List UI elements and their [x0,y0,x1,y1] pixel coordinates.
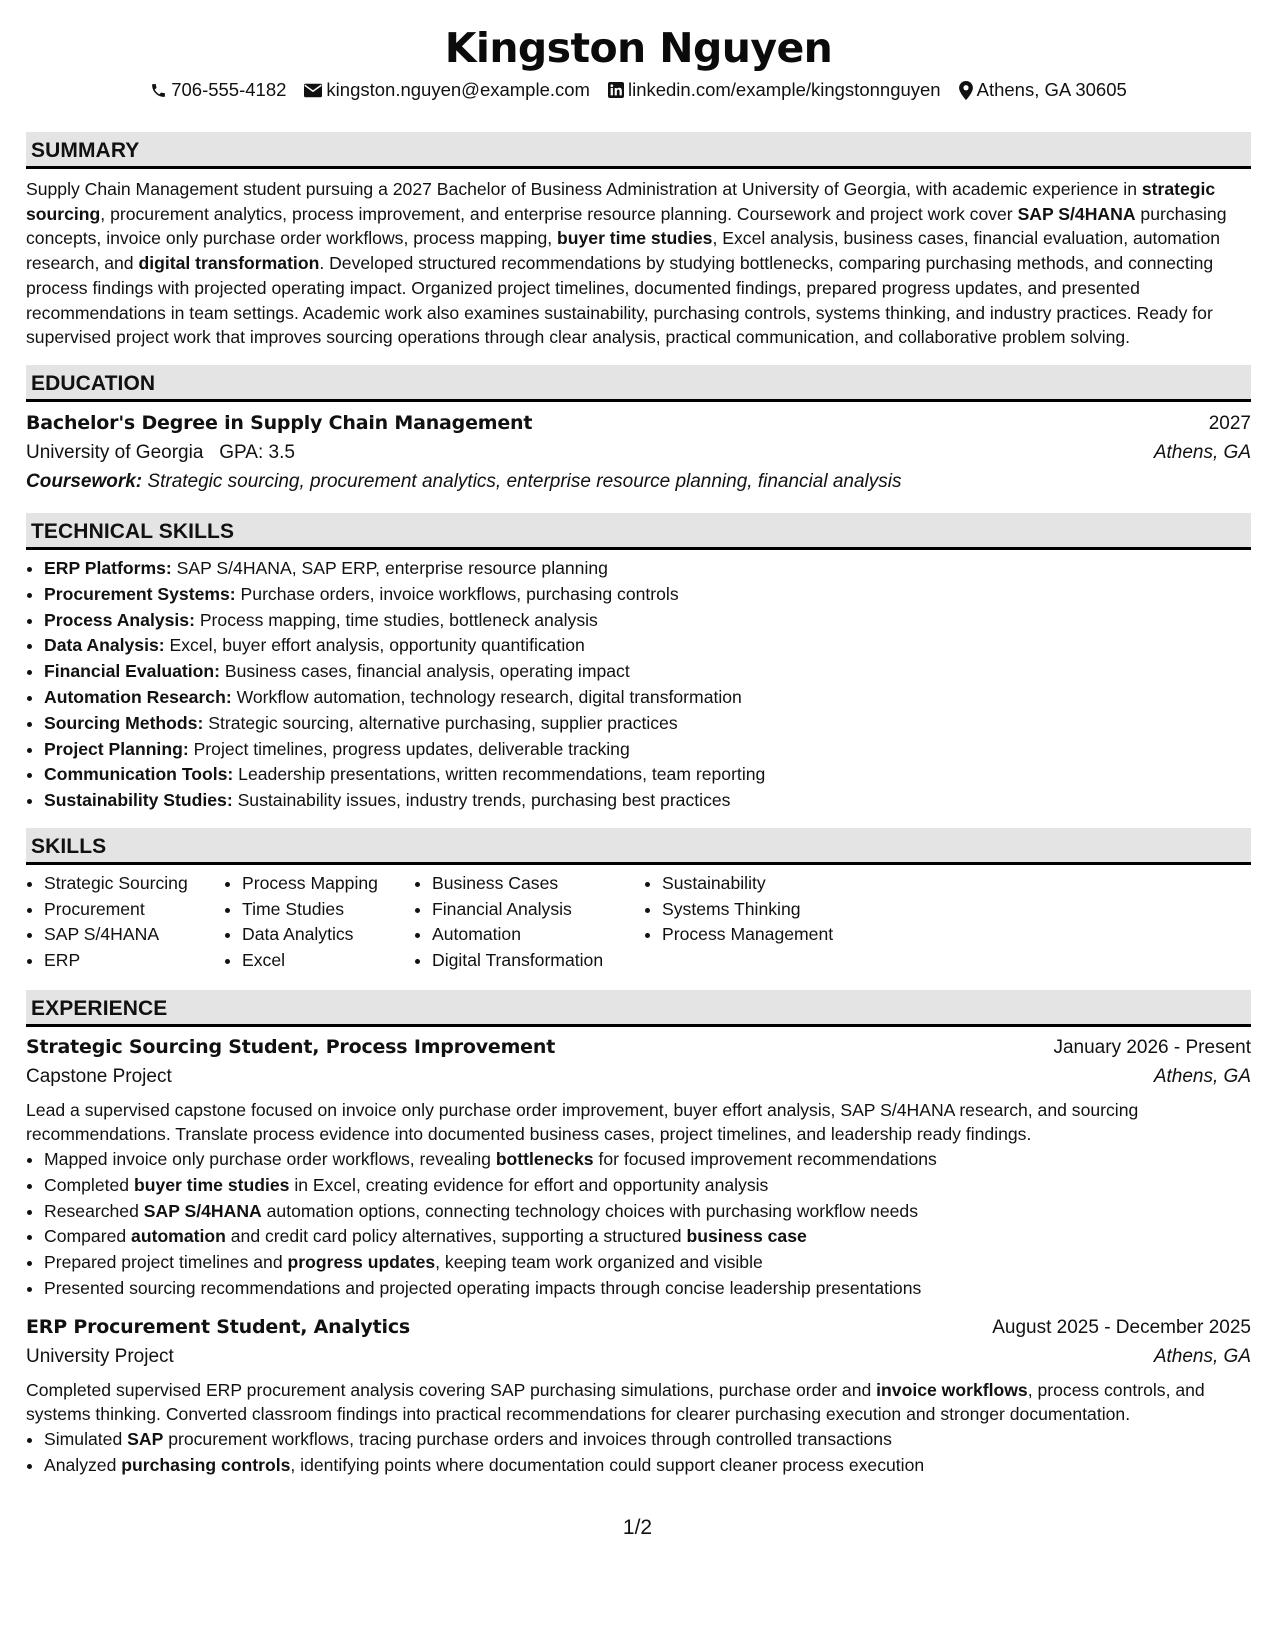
job-bullets [26,1147,1251,1302]
list-item: • Excel [242,948,414,974]
list-item: • Compared automation and credit card policy alternatives, supporting a structured business case [44,1224,1251,1250]
skills-column-2 [224,871,414,974]
linkedin-text: linkedin.com/example/kingstonnguyen [627,79,941,100]
phone-icon [150,82,167,99]
coursework: Coursework: Strategic sourcing, procurement analytics, enterprise resource planning, financial analysis [26,470,902,492]
education-entry [26,409,1251,497]
job-location: Athens, GA [1153,1345,1251,1367]
email-text: kingston.nguyen@example.com [326,79,590,100]
degree-title: Bachelor's Degree in Supply Chain Management [26,411,533,434]
list-item: • Procurement Systems: Purchase orders, invoice workflows, purchasing controls [44,582,1251,608]
list-item: • Data Analysis: Excel, buyer effort analysis, opportunity quantification [44,633,1251,659]
list-item: • Procurement [44,897,224,923]
list-item: • Strategic Sourcing [44,871,224,897]
list-item: • SAP S/4HANA [44,922,224,948]
resume-page [26,22,1251,1478]
list-item: • Time Studies [242,897,414,923]
list-item: • Data Analytics [242,922,414,948]
list-item: • Completed buyer time studies in Excel, creating evidence for effort and opportunity analysis [44,1173,1251,1199]
skills-column-1 [26,871,224,974]
skills-grid [26,871,1251,974]
experience-entry-1 [26,1033,1251,1302]
job-dates: August 2025 - December 2025 [992,1316,1251,1338]
phone-text: 706-555-4182 [171,79,287,100]
location-text: Athens, GA 30605 [976,79,1127,100]
list-item: • Sustainability [662,871,882,897]
list-item: • Automation Research: Workflow automation, technology research, digital transformation [44,685,1251,711]
contact-linkedin[interactable] [608,78,941,102]
gpa: GPA: 3.5 [219,441,295,463]
list-item: • ERP Platforms: SAP S/4HANA, SAP ERP, enterprise resource planning [44,556,1251,582]
list-item: • Business Cases [432,871,644,897]
job-title: ERP Procurement Student, Analytics [26,1315,410,1338]
list-item: • Process Analysis: Process mapping, time studies, bottleneck analysis [44,608,1251,634]
list-item: • ERP [44,948,224,974]
graduation-year: 2027 [1208,412,1251,434]
contact-bar [26,78,1251,102]
job-organization: University Project [26,1345,174,1367]
contact-location [959,78,1127,102]
list-item: • Systems Thinking [662,897,882,923]
experience-entry-2 [26,1313,1251,1479]
list-item: • Communication Tools: Leadership presentations, written recommendations, team reporting [44,762,1251,788]
job-description: Completed supervised ERP procurement analysis covering SAP purchasing simulations, purchase order and invoice workflows, process controls, and systems thinking. Converted classroom findings into practical recommendations for clearer purchasing execution and stronger documentation. [26,1379,1205,1424]
school-name: University of Georgia GPA: 3.5 [26,441,295,463]
summary-text: Supply Chain Management student pursuing a 2027 Bachelor of Business Administration at University of Georgia, with academic experience in strategic sourcing, procurement analytics, process improvement, and enterprise resource planning. Coursework and project work cover SAP S/4HANA purchasing concepts, invoice only purchase order workflows, process mapping, buyer time studies, Excel analysis, business cases, financial evaluation, automation research, and digital transformation. Developed structured recommendations by studying bottlenecks, comparing purchasing methods, and connecting process findings with projected operating impact. Organized project timelines, documented findings, prepared progress updates, and presented recommendations in team settings. Academic work also examines sustainability, purchasing controls, systems thinking, and industry practices. Ready for supervised project work that improves sourcing operations through clear analysis, practical communication, and collaborative problem solving. [26,179,1227,348]
skills-heading: SKILLS [26,828,1251,865]
list-item: • Sourcing Methods: Strategic sourcing, alternative purchasing, supplier practices [44,711,1251,737]
skills-column-4 [644,871,882,974]
experience-heading: EXPERIENCE [26,990,1251,1027]
skills-column-3 [414,871,644,974]
map-pin-icon [959,81,973,100]
list-item: • Analyzed purchasing controls, identifying points where documentation could support cleaner process execution [44,1453,1251,1479]
list-item: • Financial Analysis [432,897,644,923]
job-bullets [26,1427,1251,1479]
list-item: • Project Planning: Project timelines, progress updates, deliverable tracking [44,737,1251,763]
envelope-icon [304,83,322,98]
list-item: • Researched SAP S/4HANA automation options, connecting technology choices with purchasing workflow needs [44,1199,1251,1225]
contact-phone[interactable] [150,78,286,102]
list-item: • Prepared project timelines and progress updates, keeping team work organized and visible [44,1250,1251,1276]
list-item: • Automation [432,922,644,948]
list-item: • Digital Transformation [432,948,644,974]
technical-skills-list [26,556,1251,814]
list-item: • Process Mapping [242,871,414,897]
list-item: • Mapped invoice only purchase order workflows, revealing bottlenecks for focused improvement recommendations [44,1147,1251,1173]
job-location: Athens, GA [1153,1066,1251,1088]
list-item: • Simulated SAP procurement workflows, tracing purchase orders and invoices through controlled transactions [44,1427,1251,1453]
list-item: • Process Management [662,922,882,948]
education-heading: EDUCATION [26,365,1251,402]
job-organization: Capstone Project [26,1066,172,1088]
school-location: Athens, GA [1153,441,1251,463]
list-item: • Sustainability Studies: Sustainability issues, industry trends, purchasing best practices [44,788,1251,814]
job-title: Strategic Sourcing Student, Process Improvement [26,1036,556,1059]
job-description: Lead a supervised capstone focused on invoice only purchase order improvement, buyer effort analysis, SAP S/4HANA research, and sourcing recommendations. Translate process evidence into documented business cases, project timelines, and leadership ready findings. [26,1100,1139,1145]
linkedin-icon [608,82,624,98]
summary-heading: SUMMARY [26,132,1251,169]
list-item: • Financial Evaluation: Business cases, financial analysis, operating impact [44,659,1251,685]
technical-skills-heading: TECHNICAL SKILLS [26,513,1251,550]
list-item: • Presented sourcing recommendations and projected operating impacts through concise leadership presentations [44,1276,1251,1302]
page-number: 1/2 [622,1516,653,1539]
job-dates: January 2026 - Present [1053,1037,1251,1059]
contact-email[interactable] [304,78,590,102]
candidate-name: Kingston Nguyen [444,24,833,72]
